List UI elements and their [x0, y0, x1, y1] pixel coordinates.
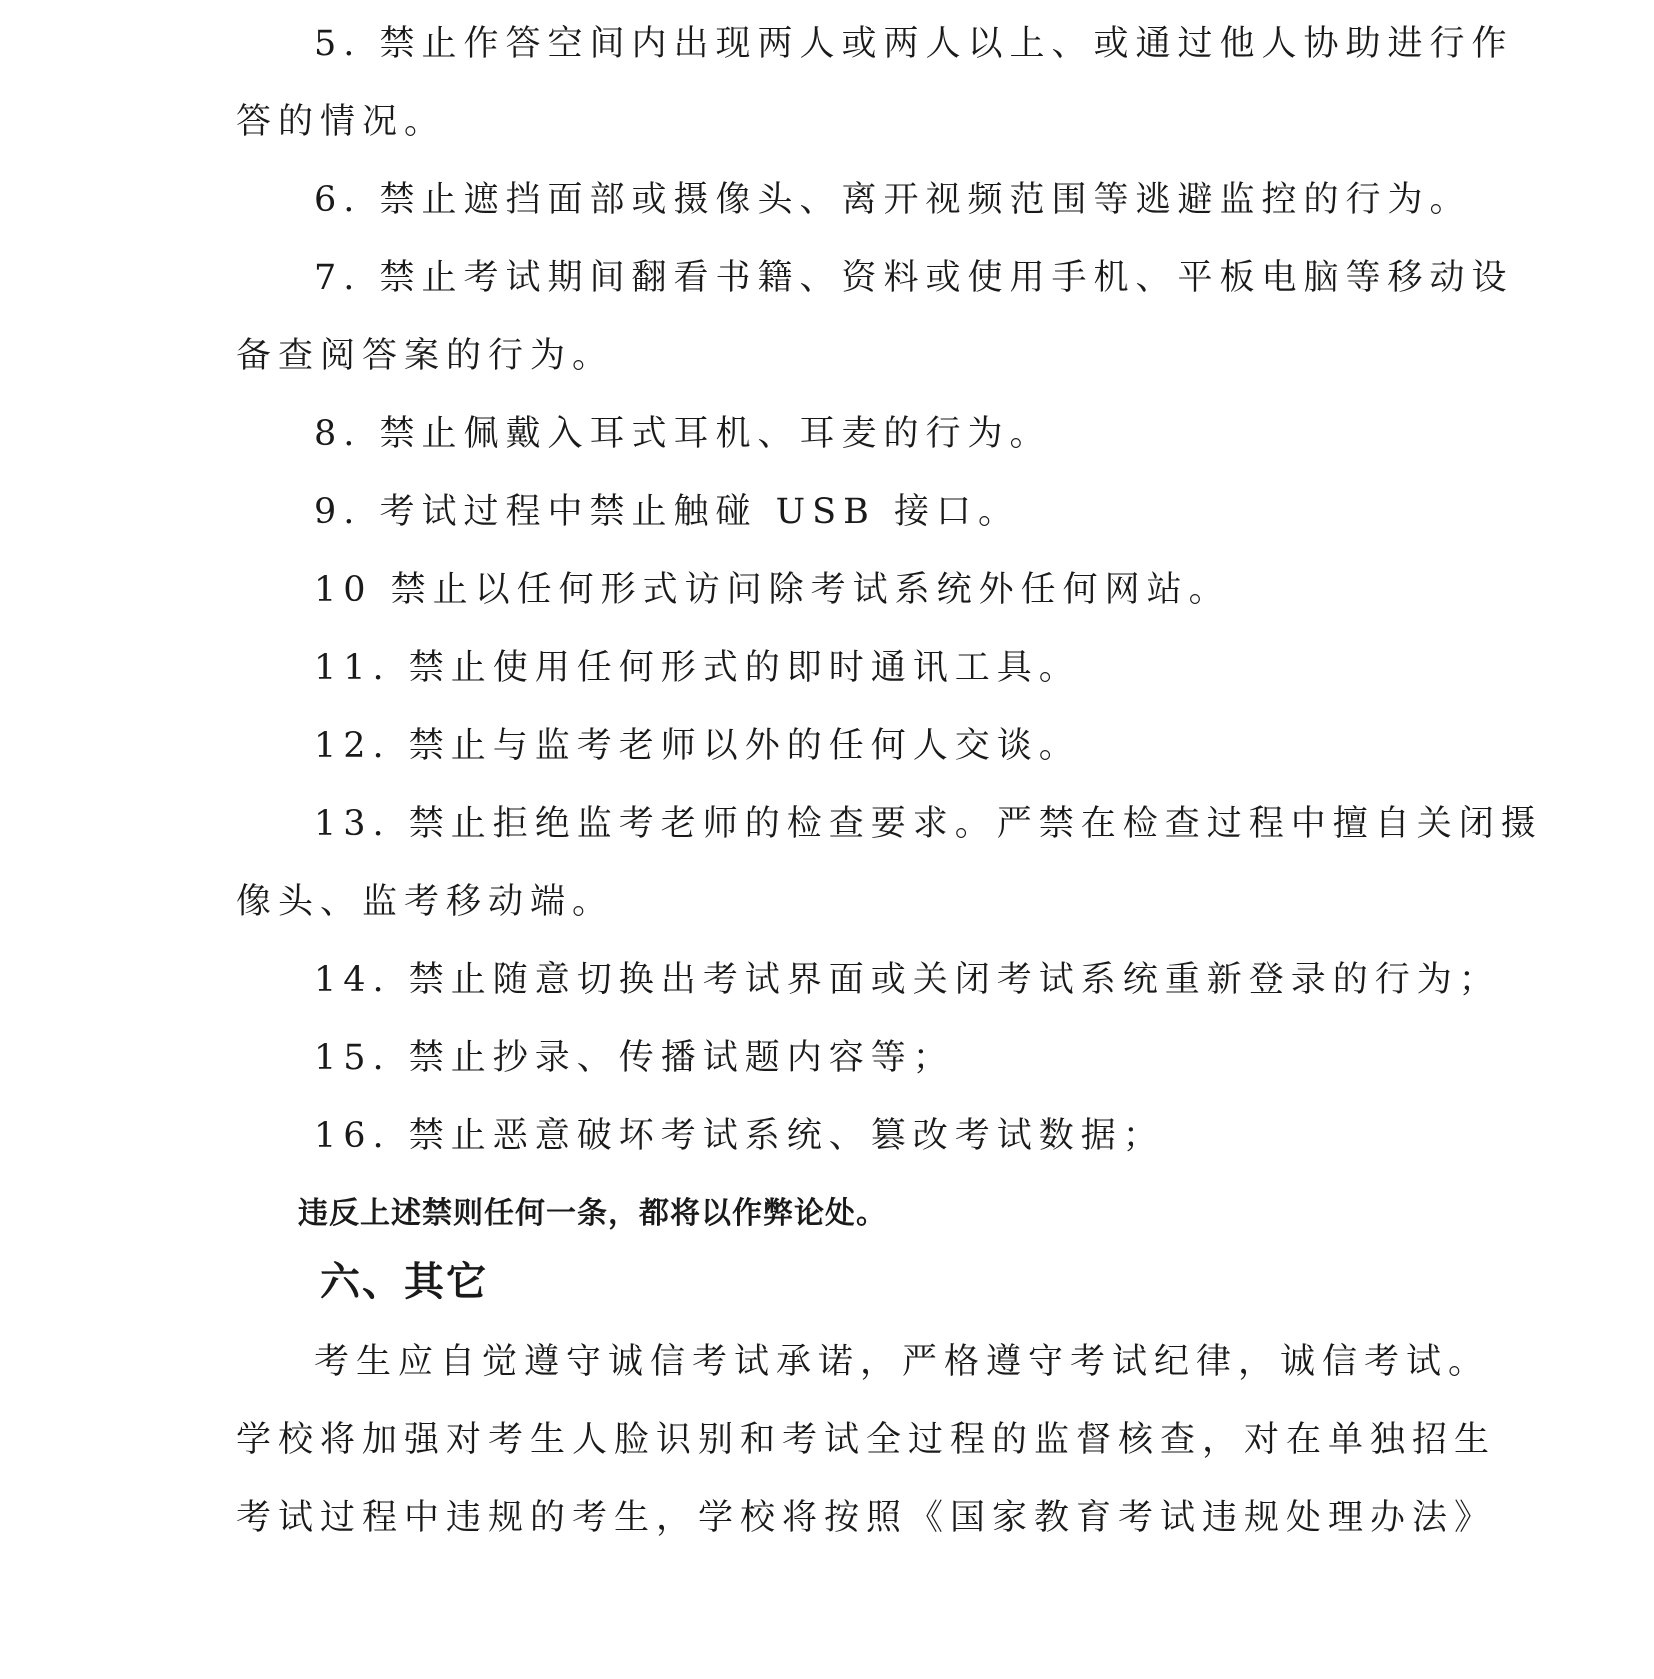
section-paragraph-line-3: 考试过程中违规的考生，学校将按照《国家教育考试违规处理办法》 [236, 1498, 1497, 1538]
rule-13-line-1: 13. 禁止拒绝监考老师的检查要求。严禁在检查过程中擅自关闭摄 [314, 804, 1543, 844]
rule-9: 9. 考试过程中禁止触碰 USB 接口。 [314, 492, 1020, 532]
section-paragraph-line-1: 考生应自觉遵守诚信考试承诺，严格遵守考试纪律，诚信考试。 [314, 1342, 1491, 1382]
rule-12: 12. 禁止与监考老师以外的任何人交谈。 [314, 726, 1081, 766]
rule-13-line-2: 像头、监考移动端。 [236, 882, 615, 922]
rule-16: 16. 禁止恶意破坏考试系统、篡改考试数据； [314, 1116, 1165, 1156]
rule-7-line-1: 7. 禁止考试期间翻看书籍、资料或使用手机、平板电脑等移动设 [314, 258, 1514, 298]
rule-10: 10 禁止以任何形式访问除考试系统外任何网站。 [314, 570, 1231, 610]
rule-14: 14. 禁止随意切换出考试界面或关闭考试系统重新登录的行为； [314, 960, 1501, 1000]
rule-15: 15. 禁止抄录、传播试题内容等； [314, 1038, 955, 1078]
rule-5-line-2: 答的情况。 [236, 102, 447, 142]
section-heading: 六、其它 [320, 1259, 488, 1305]
violation-warning: 违反上述禁则任何一条，都将以作弊论处。 [298, 1196, 887, 1231]
rule-7-line-2: 备查阅答案的行为。 [236, 336, 615, 376]
rule-6: 6. 禁止遮挡面部或摄像头、离开视频范围等逃避监控的行为。 [314, 180, 1472, 220]
section-paragraph-line-2: 学校将加强对考生人脸识别和考试全过程的监督核查，对在单独招生 [236, 1420, 1497, 1460]
rule-8: 8. 禁止佩戴入耳式耳机、耳麦的行为。 [314, 414, 1052, 454]
rule-5-line-1: 5. 禁止作答空间内出现两人或两人以上、或通过他人协助进行作 [314, 24, 1514, 64]
rule-11: 11. 禁止使用任何形式的即时通讯工具。 [314, 648, 1081, 688]
